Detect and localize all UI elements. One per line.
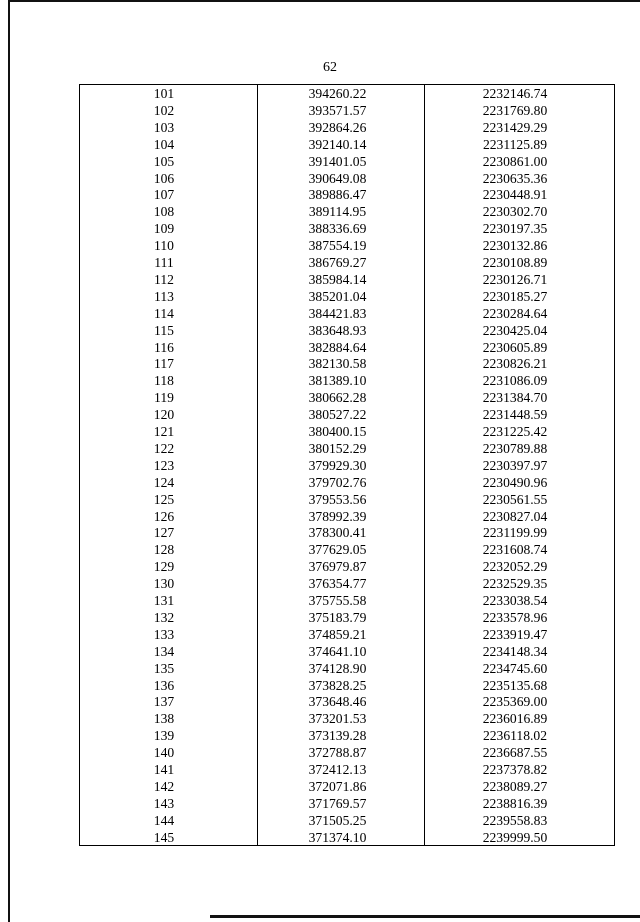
x-coordinate-cell: 392140.14 <box>308 136 367 152</box>
table-row <box>80 441 615 458</box>
table-row <box>80 154 615 171</box>
table-row <box>80 120 615 137</box>
table-row <box>80 390 615 407</box>
point-number-cell: 105 <box>153 153 175 169</box>
y-coordinate-cell: 2231429.29 <box>482 119 548 135</box>
y-coordinate-cell: 2238816.39 <box>482 795 548 811</box>
y-coordinate-cell: 2230397.97 <box>482 457 548 473</box>
x-coordinate-cell: 384421.83 <box>308 305 367 321</box>
point-number-cell: 142 <box>153 778 175 794</box>
x-coordinate-cell: 375183.79 <box>308 609 367 625</box>
y-coordinate-cell: 2232146.74 <box>482 86 548 101</box>
table-row <box>80 492 615 509</box>
point-number-cell: 110 <box>154 238 174 254</box>
y-coordinate-cell: 2230789.88 <box>482 440 548 456</box>
y-coordinate-cell: 2239999.50 <box>482 829 548 845</box>
point-number-cell: 141 <box>153 762 175 777</box>
point-number-cell: 124 <box>153 474 175 490</box>
x-coordinate-cell: 389114.95 <box>308 204 367 220</box>
scan-edge-top <box>8 0 640 2</box>
y-coordinate-cell: 2231384.70 <box>482 390 548 406</box>
table-row <box>80 796 615 813</box>
table-row <box>80 323 615 340</box>
y-coordinate-cell: 2231199.99 <box>482 525 548 541</box>
x-coordinate-cell: 375755.58 <box>308 593 367 608</box>
y-coordinate-cell: 2238089.27 <box>482 778 548 794</box>
table-row <box>80 830 615 846</box>
y-coordinate-cell: 2231125.89 <box>482 136 548 152</box>
point-number-cell: 117 <box>154 356 174 372</box>
table-row <box>80 221 615 238</box>
point-number-cell: 108 <box>153 204 175 220</box>
table-row <box>80 661 615 678</box>
point-number-cell: 128 <box>153 542 175 558</box>
table-row <box>80 813 615 830</box>
table-row <box>80 678 615 695</box>
point-number-cell: 107 <box>153 187 175 203</box>
x-coordinate-cell: 374641.10 <box>308 643 367 659</box>
y-coordinate-cell: 2232529.35 <box>482 576 548 592</box>
y-coordinate-cell: 2230827.04 <box>482 508 548 524</box>
point-number-cell: 145 <box>153 829 175 845</box>
x-coordinate-cell: 378992.39 <box>308 508 367 524</box>
x-coordinate-cell: 374128.90 <box>308 660 367 676</box>
x-coordinate-cell: 374859.21 <box>308 626 367 642</box>
x-coordinate-cell: 373828.25 <box>308 677 367 693</box>
table-row <box>80 576 615 593</box>
x-coordinate-cell: 371769.57 <box>308 795 367 811</box>
y-coordinate-cell: 2234148.34 <box>482 643 548 659</box>
table-row <box>80 86 615 103</box>
x-coordinate-cell: 390649.08 <box>308 170 367 186</box>
x-coordinate-cell: 376979.87 <box>308 559 367 575</box>
y-coordinate-cell: 2230126.71 <box>482 271 548 287</box>
y-coordinate-cell: 2230185.27 <box>482 288 548 304</box>
y-coordinate-cell: 2233919.47 <box>482 626 548 642</box>
x-coordinate-cell: 372071.86 <box>308 778 367 794</box>
table-row <box>80 711 615 728</box>
y-coordinate-cell: 2230448.91 <box>482 187 548 203</box>
y-coordinate-cell: 2230826.21 <box>482 356 548 372</box>
x-coordinate-cell: 383648.93 <box>308 322 367 338</box>
y-coordinate-cell: 2236118.02 <box>482 728 548 744</box>
point-number-cell: 144 <box>153 812 175 828</box>
table-row <box>80 255 615 272</box>
point-number-cell: 121 <box>153 424 175 439</box>
table-row <box>80 306 615 323</box>
y-coordinate-cell: 2239558.83 <box>482 812 548 828</box>
coordinates-table <box>79 84 615 846</box>
y-coordinate-cell: 2231448.59 <box>482 407 548 423</box>
y-coordinate-cell: 2231769.80 <box>482 102 548 118</box>
y-coordinate-cell: 2230861.00 <box>482 153 548 169</box>
scan-edge-left <box>8 0 10 922</box>
table-row <box>80 627 615 644</box>
point-number-cell: 103 <box>153 119 175 135</box>
x-coordinate-cell: 382884.64 <box>308 339 367 355</box>
x-coordinate-cell: 373139.28 <box>308 728 367 744</box>
point-number-cell: 138 <box>153 711 175 727</box>
x-coordinate-cell: 382130.58 <box>308 356 367 372</box>
point-number-cell: 133 <box>153 626 175 642</box>
table-row <box>80 373 615 390</box>
table-row <box>80 289 615 306</box>
x-coordinate-cell: 379702.76 <box>308 474 367 490</box>
table-row <box>80 728 615 745</box>
table-row <box>80 340 615 357</box>
table-row <box>80 103 615 120</box>
table-row <box>80 204 615 221</box>
point-number-cell: 102 <box>153 102 175 118</box>
point-number-cell: 135 <box>153 660 175 676</box>
x-coordinate-cell: 379929.30 <box>308 457 367 473</box>
x-coordinate-cell: 380152.29 <box>308 440 367 456</box>
table-row <box>80 137 615 154</box>
y-coordinate-cell: 2230425.04 <box>482 322 548 338</box>
y-coordinate-cell: 2231225.42 <box>482 424 548 439</box>
y-coordinate-cell: 2232052.29 <box>482 559 548 575</box>
point-number-cell: 134 <box>153 643 175 659</box>
x-coordinate-cell: 391401.05 <box>308 153 367 169</box>
x-coordinate-cell: 379553.56 <box>308 491 367 507</box>
x-coordinate-cell: 373201.53 <box>308 711 367 727</box>
table-row <box>80 694 615 711</box>
x-coordinate-cell: 380662.28 <box>308 390 367 406</box>
table-row <box>80 559 615 576</box>
scan-edge-bottom <box>210 915 640 918</box>
x-coordinate-cell: 378300.41 <box>308 525 367 541</box>
x-coordinate-cell: 385984.14 <box>308 271 367 287</box>
point-number-cell: 137 <box>153 694 175 710</box>
x-coordinate-cell: 371374.10 <box>308 829 367 845</box>
point-number-cell: 109 <box>153 221 175 237</box>
point-number-cell: 122 <box>153 440 175 456</box>
y-coordinate-cell: 2231608.74 <box>482 542 548 558</box>
y-coordinate-cell: 2234745.60 <box>482 660 548 676</box>
point-number-cell: 132 <box>153 609 175 625</box>
point-number-cell: 111 <box>154 255 174 270</box>
table-row <box>80 644 615 661</box>
table-row <box>80 458 615 475</box>
table-row <box>80 272 615 289</box>
point-number-cell: 123 <box>153 457 175 473</box>
table-row <box>80 509 615 526</box>
point-number-cell: 119 <box>154 390 174 406</box>
point-number-cell: 113 <box>154 288 174 304</box>
y-coordinate-cell: 2230635.36 <box>482 170 548 186</box>
point-number-cell: 118 <box>154 373 174 389</box>
point-number-cell: 106 <box>153 170 175 186</box>
y-coordinate-cell: 2236687.55 <box>482 745 548 761</box>
y-coordinate-cell: 2230561.55 <box>482 491 548 507</box>
x-coordinate-cell: 377629.05 <box>308 542 367 558</box>
point-number-cell: 130 <box>153 576 175 592</box>
x-coordinate-cell: 381389.10 <box>308 373 367 389</box>
point-number-cell: 131 <box>153 593 175 608</box>
point-number-cell: 114 <box>154 305 174 321</box>
point-number-cell: 126 <box>153 508 175 524</box>
x-coordinate-cell: 372412.13 <box>308 762 367 777</box>
y-coordinate-cell: 2236016.89 <box>482 711 548 727</box>
x-coordinate-cell: 387554.19 <box>308 238 367 254</box>
x-coordinate-cell: 394260.22 <box>308 86 367 101</box>
y-coordinate-cell: 2231086.09 <box>482 373 548 389</box>
table-row <box>80 610 615 627</box>
x-coordinate-cell: 380527.22 <box>308 407 367 423</box>
x-coordinate-cell: 380400.15 <box>308 424 367 439</box>
point-number-cell: 120 <box>153 407 175 423</box>
table-row <box>80 424 615 441</box>
point-number-cell: 140 <box>153 745 175 761</box>
page-number: 62 <box>323 60 337 75</box>
point-number-cell: 143 <box>153 795 175 811</box>
x-coordinate-cell: 389886.47 <box>308 187 367 203</box>
table-row <box>80 407 615 424</box>
point-number-cell: 115 <box>154 322 174 338</box>
x-coordinate-cell: 388336.69 <box>308 221 367 237</box>
x-coordinate-cell: 385201.04 <box>308 288 367 304</box>
y-coordinate-cell: 2230490.96 <box>482 474 548 490</box>
point-number-cell: 127 <box>153 525 175 541</box>
point-number-cell: 104 <box>153 136 175 152</box>
y-coordinate-cell: 2233578.96 <box>482 609 548 625</box>
table-row <box>80 238 615 255</box>
x-coordinate-cell: 373648.46 <box>308 694 367 710</box>
table-row <box>80 475 615 492</box>
table-row <box>80 187 615 204</box>
x-coordinate-cell: 371505.25 <box>308 812 367 828</box>
table-row <box>80 762 615 779</box>
y-coordinate-cell: 2230108.89 <box>482 255 548 270</box>
point-number-cell: 129 <box>153 559 175 575</box>
y-coordinate-cell: 2233038.54 <box>482 593 548 608</box>
point-number-cell: 136 <box>153 677 175 693</box>
y-coordinate-cell: 2237378.82 <box>482 762 548 777</box>
y-coordinate-cell: 2230132.86 <box>482 238 548 254</box>
table-row <box>80 779 615 796</box>
y-coordinate-cell: 2230605.89 <box>482 339 548 355</box>
y-coordinate-cell: 2230284.64 <box>482 305 548 321</box>
y-coordinate-cell: 2235369.00 <box>482 694 548 710</box>
point-number-cell: 125 <box>153 491 175 507</box>
table-row <box>80 745 615 762</box>
point-number-cell: 116 <box>154 339 174 355</box>
table-row <box>80 356 615 373</box>
x-coordinate-cell: 386769.27 <box>308 255 367 270</box>
table-row <box>80 542 615 559</box>
table-row <box>80 525 615 542</box>
y-coordinate-cell: 2235135.68 <box>482 677 548 693</box>
x-coordinate-cell: 393571.57 <box>308 102 367 118</box>
y-coordinate-cell: 2230197.35 <box>482 221 548 237</box>
x-coordinate-cell: 392864.26 <box>308 119 367 135</box>
table-row <box>80 593 615 610</box>
y-coordinate-cell: 2230302.70 <box>482 204 548 220</box>
x-coordinate-cell: 372788.87 <box>308 745 367 761</box>
point-number-cell: 112 <box>154 271 174 287</box>
table-row <box>80 171 615 188</box>
x-coordinate-cell: 376354.77 <box>308 576 367 592</box>
point-number-cell: 139 <box>153 728 175 744</box>
point-number-cell: 101 <box>153 86 175 101</box>
